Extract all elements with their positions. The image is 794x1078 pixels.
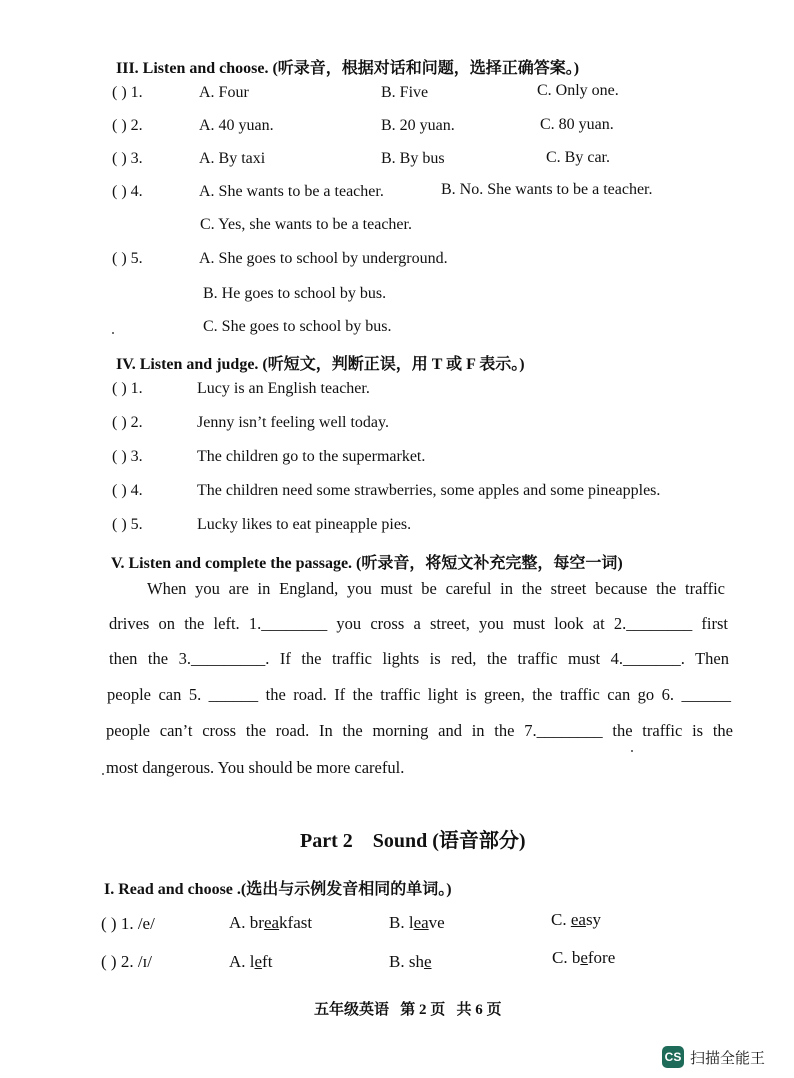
section-5-title: V. Listen and complete the passage. (听录音，将短文补充完整，每空一词)	[111, 555, 623, 572]
question-3-4-prefix: ( ) 4.	[112, 183, 143, 200]
section-4-title: IV. Listen and judge. (听短文，判断正误，用 T 或 F 表示。)	[116, 356, 525, 373]
judge-4-prefix: ( ) 4.	[112, 482, 143, 499]
question-3-2-option-b: B. 20 yuan.	[381, 117, 455, 134]
judge-1-prefix: ( ) 1.	[112, 380, 143, 397]
question-3-3-option-b: B. By bus	[381, 150, 445, 167]
scan-speck	[112, 332, 114, 334]
sound-section-1-title: I. Read and choose .(选出与示例发音相同的单词。)	[104, 881, 452, 898]
sound-1-option-b: B. leave	[389, 913, 445, 932]
question-3-5-option-c: C. She goes to school by bus.	[203, 318, 392, 335]
passage-line-5: people can’t cross the road. In the morning and in the 7.________ the traffic is the	[106, 721, 733, 740]
sound-2-option-b: B. she	[389, 952, 432, 971]
passage-line-1: When you are in England, you must be careful in the street because the traffic	[147, 579, 725, 598]
question-3-2-prefix: ( ) 2.	[112, 117, 143, 134]
question-3-1-option-b: B. Five	[381, 84, 429, 101]
part-2-title: Part 2 Sound (语音部分)	[300, 830, 526, 852]
sound-1-option-a: A. breakfast	[229, 913, 313, 932]
question-3-1-option-a: A. Four	[199, 84, 249, 101]
question-3-4-option-c: C. Yes, she wants to be a teacher.	[200, 216, 412, 233]
passage-line-6: most dangerous. You should be more careful.	[106, 758, 405, 777]
question-3-3-option-c: C. By car.	[546, 149, 610, 166]
sound-2-option-a: A. left	[229, 952, 273, 971]
judge-2-prefix: ( ) 2.	[112, 414, 143, 431]
sound-1-option-c: C. easy	[551, 910, 602, 929]
judge-3-prefix: ( ) 3.	[112, 448, 143, 465]
question-3-4-option-b: B. No. She wants to be a teacher.	[441, 181, 653, 198]
question-3-2-option-a: A. 40 yuan.	[199, 117, 274, 134]
question-3-3-prefix: ( ) 3.	[112, 150, 143, 167]
question-3-4-option-a: A. She wants to be a teacher.	[199, 183, 384, 200]
sound-1-prefix: ( ) 1. /e/	[101, 914, 155, 933]
scan-speck	[102, 773, 104, 775]
scan-speck	[631, 750, 633, 752]
camscanner-watermark-text: 扫描全能王	[690, 1049, 766, 1067]
judge-2-text: Jenny isn’t feeling well today.	[197, 414, 389, 431]
sound-2-prefix: ( ) 2. /ɪ/	[101, 952, 152, 971]
passage-line-2: drives on the left. 1.________ you cross a street, you must look at 2.________ first	[109, 614, 728, 633]
question-3-1-prefix: ( ) 1.	[112, 84, 143, 101]
judge-3-text: The children go to the supermarket.	[197, 448, 426, 465]
page-footer: 五年级英语 第 2 页 共 6 页	[314, 1002, 502, 1018]
judge-1-text: Lucy is an English teacher.	[197, 380, 370, 397]
question-3-2-option-c: C. 80 yuan.	[540, 116, 614, 133]
judge-5-prefix: ( ) 5.	[112, 516, 143, 533]
question-3-1-option-c: C. Only one.	[537, 82, 619, 99]
question-3-5-prefix: ( ) 5.	[112, 250, 143, 267]
section-3-title: III. Listen and choose. (听录音，根据对话和问题，选择正确答案。)	[116, 60, 580, 77]
camscanner-logo-icon: CS	[662, 1046, 684, 1068]
question-3-5-option-a: A. She goes to school by underground.	[199, 250, 448, 267]
judge-4-text: The children need some strawberries, some apples and some pineapples.	[197, 482, 661, 499]
sound-2-option-c: C. before	[552, 948, 616, 967]
question-3-5-option-b: B. He goes to school by bus.	[203, 285, 387, 302]
question-3-3-option-a: A. By taxi	[199, 150, 266, 167]
passage-line-4: people can 5. ______ the road. If the traffic light is green, the traffic can go 6. ______	[107, 685, 731, 704]
judge-5-text: Lucky likes to eat pineapple pies.	[197, 516, 412, 533]
passage-line-3: then the 3._________. If the traffic lights is red, the traffic must 4._______. Then	[109, 649, 729, 668]
